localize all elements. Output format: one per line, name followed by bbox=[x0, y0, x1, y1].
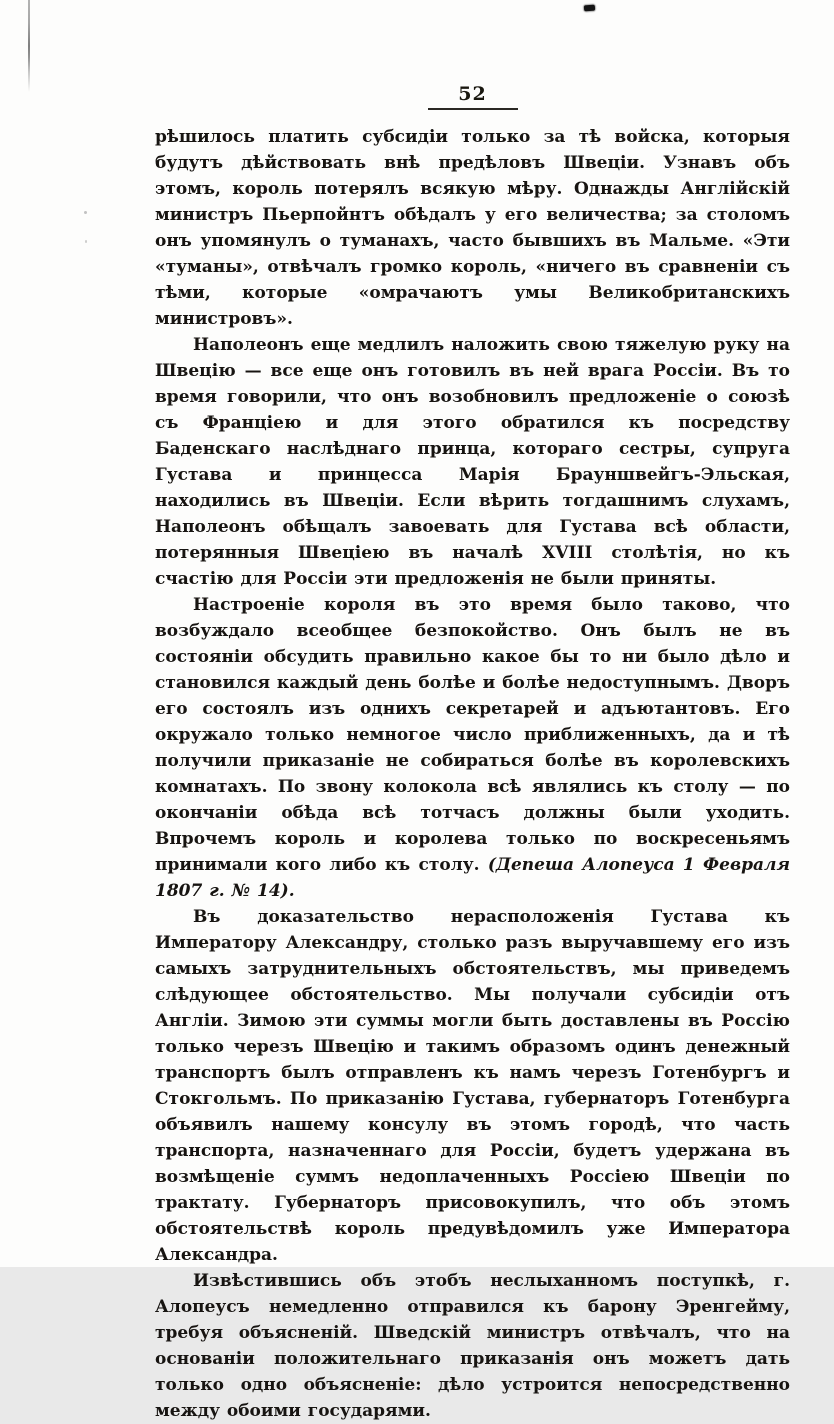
paragraph-transport: Въ доказательство нерасположенія Густава къ Императору Александру, столько разъ выручавшему его изъ самыхъ затруднительныхъ обстоятельствъ, мы приведемъ слѣдующее обстоятельство. Мы получали субсидіи отъ Англіи. Зимою эти суммы могли быть доставлены въ Россію только черезъ Швецію и такимъ образомъ одинъ денежный транспортъ былъ отправленъ къ намъ черезъ Готенбургъ и Стокгольмъ. По приказанію Густава, губернаторъ Готенбурга объявилъ нашему консулу въ этомъ городѣ, что часть транспорта, назначеннаго для Россіи, будетъ удержана въ возмѣщеніе суммъ недоплаченныхъ Россіею Швеціи по трактату. Губернаторъ присовокупилъ, что объ этомъ обстоятельствѣ король предувѣдомилъ уже Императора Александра. bbox=[155, 907, 790, 1265]
paragraph-alopeus: Извѣстившись объ этобъ неслыханномъ поступкѣ, г. Алопеусъ немедленно отправился къ барону Эренгейму, требуя объясненій. Шведскій министръ отвѣчалъ, что на основаніи положительнаго приказанія онъ можетъ дать только одно объясненіе: дѣло устроится непосредственно между обоими государями. bbox=[155, 1271, 790, 1421]
scan-crease-artifact bbox=[28, 0, 30, 92]
dispatch-citation: (Депеша Алопеуса 1 Февраля 1807 г. № 14). bbox=[155, 855, 790, 901]
paragraph-subsidies: рѣшилось платить субсидіи только за тѣ войска, которыя будутъ дѣйствовать внѣ предѣловъ Швеціи. Узнавъ объ этомъ, король потерялъ всякую мѣру. Однажды Англійскій министръ Пьерпойнтъ обѣдалъ у его величества; за столомъ онъ упомянулъ о туманахъ, часто бывшихъ въ Мальме. «Эти «туманы», отвѣчалъ громко король, «ничего въ сравненіи съ тѣми, которые «омрачаютъ умы Великобританскихъ министровъ». bbox=[155, 127, 790, 329]
page-number: 52 bbox=[458, 83, 487, 105]
paragraph-napoleon: Наполеонъ еще медлилъ наложить свою тяжелую руку на Швецію — все еще онъ готовилъ въ ней врага Россіи. Въ то время говорили, что онъ возобновилъ предложеніе о союзѣ съ Франціею и для этого обратился къ посредству Баденскаго наслѣднаго принца, котораго сестры, супруга Густава и принцесса Марія Брауншвейгъ-Эльская, находились въ Швеціи. Если вѣрить тогдашнимъ слухамъ, Наполеонъ обѣщалъ завоевать для Густава всѣ области, потерянныя Швеціею въ началѣ XVIII столѣтія, но къ счастію для Россіи эти предложенія не были приняты. bbox=[155, 335, 790, 589]
page-number-rule bbox=[428, 108, 518, 110]
dust-speck bbox=[84, 211, 87, 214]
text-block bbox=[155, 124, 790, 1424]
dust-speck bbox=[85, 240, 87, 243]
page-header bbox=[155, 83, 790, 110]
paragraph-kings-mood bbox=[155, 592, 790, 904]
paragraph-text: Настроеніе короля въ это время было таково, что возбуждало всеобщее безпокойство. Онъ былъ не въ состояніи обсудить правильно какое бы то ни было дѣло и становился каждый день болѣе и болѣе недоступнымъ. Дворъ его состоялъ изъ однихъ секретарей и адъютантовъ. Его окружало только немногое число приближенныхъ, да и тѣ получили приказаніе не собираться болѣе въ королевскихъ комнатахъ. По звону колокола всѣ являлись къ столу — по окончаніи обѣда всѣ тотчасъ должны были уходить. Впрочемъ король и королева только по воскресеньямъ принимали кого либо къ столу. bbox=[155, 595, 791, 875]
ink-spot-artifact bbox=[584, 5, 595, 12]
